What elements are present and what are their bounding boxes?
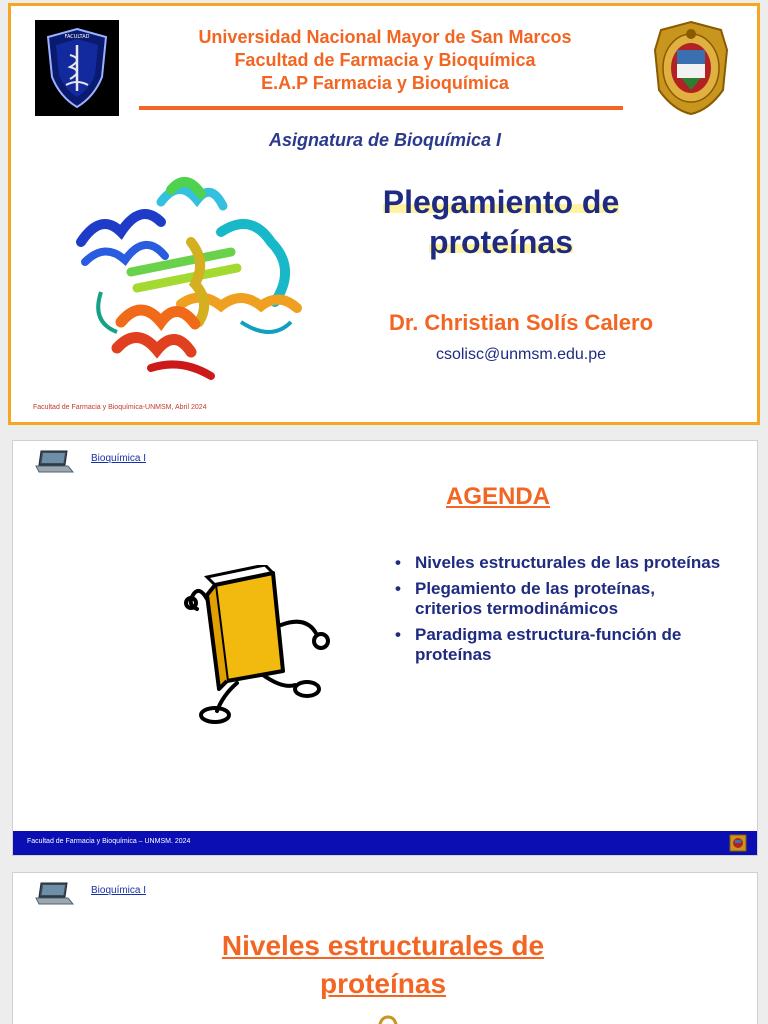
slide-main-title — [331, 182, 671, 262]
pharmacy-shield-logo — [35, 20, 119, 116]
slide-title — [163, 927, 603, 1003]
agenda-list — [393, 553, 723, 671]
walking-book-icon — [177, 565, 333, 725]
agenda-slide — [12, 440, 758, 856]
protein-structure-image — [61, 172, 311, 384]
university-seal — [651, 20, 731, 116]
school-name: E.A.P Farmacia y Bioquímica — [261, 73, 509, 93]
slide-footer-bar — [13, 831, 757, 855]
agenda-item: • Plegamiento de las proteínas, criterios termodinámicos — [393, 579, 723, 619]
title-line-1: Niveles estructurales de — [221, 930, 545, 961]
university-name: Universidad Nacional Mayor de San Marcos — [198, 27, 572, 47]
partial-image — [373, 1013, 403, 1024]
svg-text:FACULTAD: FACULTAD — [64, 34, 90, 40]
title-line-2: proteínas — [428, 224, 574, 260]
university-seal-icon — [729, 834, 747, 852]
faculty-name: Facultad de Farmacia y Bioquímica — [234, 50, 536, 70]
agenda-heading: AGENDA — [445, 483, 550, 510]
subject-label: Asignatura de Bioquímica I — [268, 130, 502, 150]
footer-text: Facultad de Farmacia y Bioquímica – UNMSM. 2024 — [27, 838, 191, 845]
nav-link-bioquimica[interactable]: Bioquímica I — [91, 885, 147, 896]
header-divider — [139, 106, 623, 110]
author-email[interactable]: csolisc@unmsm.edu.pe — [435, 346, 607, 363]
nav-link-bioquimica[interactable]: Bioquímica I — [91, 453, 147, 464]
title-line-1: Plegamiento de — [382, 184, 620, 220]
author-name: Dr. Christian Solís Calero — [388, 310, 654, 335]
slide-footer: Facultad de Farmacia y Bioquímica-UNMSM, Abril 2024 — [33, 404, 207, 411]
laptop-icon — [35, 881, 75, 907]
agenda-item: • Niveles estructurales de las proteínas — [393, 553, 723, 573]
agenda-item: • Paradigma estructura-función de proteínas — [393, 625, 723, 665]
laptop-icon — [35, 449, 75, 475]
title-slide — [8, 3, 760, 425]
title-line-2: proteínas — [319, 968, 447, 999]
structural-levels-slide — [12, 872, 758, 1024]
institution-heading — [131, 26, 639, 95]
